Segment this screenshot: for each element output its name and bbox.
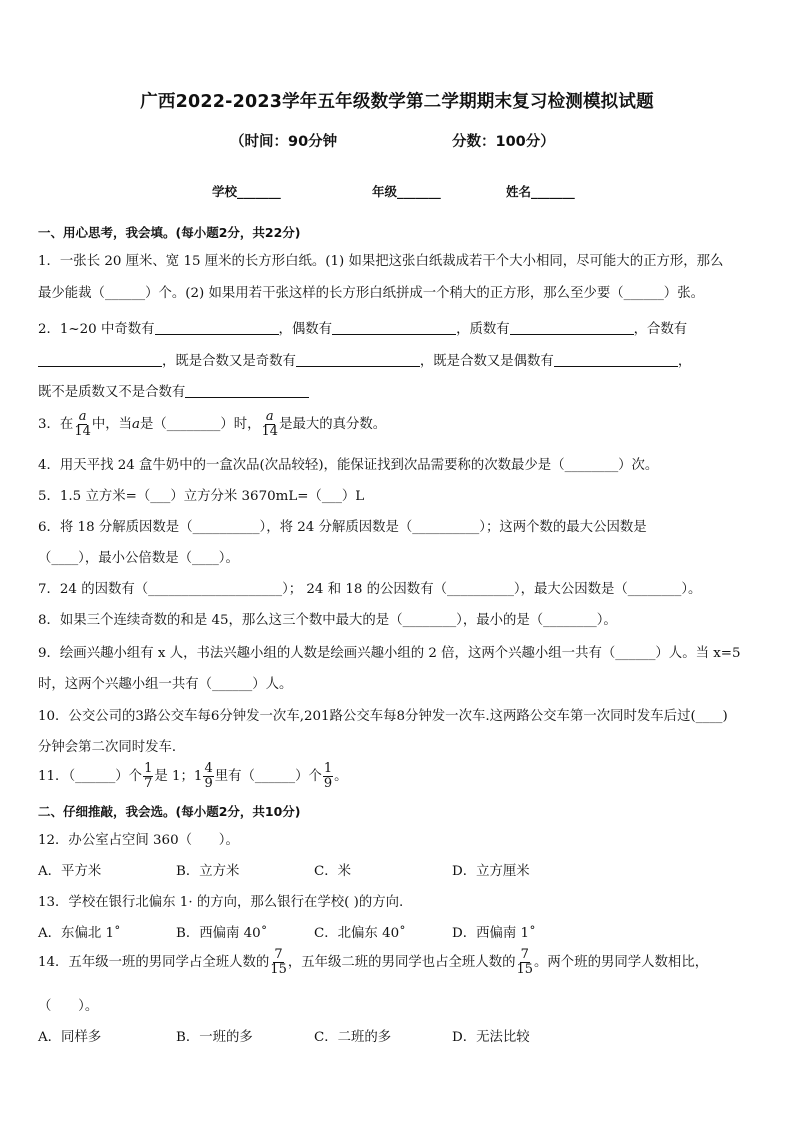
q2-line1 [38,318,687,337]
answer-blank[interactable] [510,321,634,335]
exam-score: 分数：100分） [452,134,555,150]
section2-heading: 二、仔细推敲，我会选。(每小题2分，共10分) [38,804,301,819]
name-field[interactable]: 姓名_______ [506,184,575,199]
fraction-numerator: a [265,409,274,424]
q1-line1: 1．一张长 20 厘米、宽 15 厘米的长方形白纸。(1) 如果把这张白纸裁成若干个大小相同，尽可能大的正方形，那么 [38,254,724,269]
q10-line2: 分钟会第二次同时发车． [38,740,186,755]
q9-line1: 9．绘画兴趣小组有 x 人，书法兴趣小组的人数是绘画兴趣小组的 2 倍，这两个兴趣小组一共有（______）人。当 x=5 [38,646,741,661]
q12-line: 12．办公室占空间 360（ ）。 [38,833,239,848]
q2-text: ，偶数有 [278,322,333,337]
fraction [143,762,153,791]
q12-options [0,860,794,880]
fraction-denominator: 15 [270,962,287,977]
q3-line [38,410,386,439]
exam-title: 广西2022-2023学年五年级数学第二学期期末复习检测模拟试题 [140,92,654,112]
q7-line: 7．24 的因数有（____________________）； 24 和 18 的公因数有（__________），最大公因数是（________）。 [38,582,702,597]
q8-line: 8．如果三个连续奇数的和是 45，那么这三个数中最大的是（________），最小的是（________）。 [38,613,617,628]
option-a[interactable]: A．东偏北 1˚ [38,926,121,941]
option-b[interactable]: B．立方米 [176,864,240,879]
fraction [262,410,279,439]
q3-variable: a [132,417,141,432]
fraction [323,762,333,791]
q5-line: 5．1.5 立方米=（___）立方分米 3670mL=（___）L [38,489,365,504]
answer-blank[interactable] [185,384,309,398]
q14-text: 14．五年级一班的男同学占全班人数的 [38,955,270,970]
option-d[interactable]: D．立方厘米 [452,864,530,879]
q2-text: ， [677,354,692,369]
q1-line2: 最少能裁（______）个。(2) 如果用若干张这样的长方形白纸拼成一个稍大的正方形，那么至少要（______）张。 [38,286,704,301]
fraction [203,762,213,791]
option-a[interactable]: A．同样多 [38,1030,102,1045]
q14-text: ，五年级二班的男同学也占全班人数的 [287,955,516,970]
q14-line2: （ ）。 [38,999,99,1014]
q14-text: 。两个班的男同学人数相比， [534,955,709,970]
option-b[interactable]: B．西偏南 40˚ [176,926,268,941]
fraction [74,410,91,439]
fraction-denominator: 14 [261,424,279,439]
q11-text: 。 [334,769,348,784]
q11-line [38,762,348,791]
option-c[interactable]: C．北偏东 40˚ [314,926,406,941]
q11-text: 里有（______）个 [214,769,322,784]
q3-text: 是最大的真分数。 [279,417,387,432]
q11-text: 是 1； [154,769,194,784]
q3-text: 3．在 [38,417,74,432]
student-info-row [0,182,794,202]
q14-line1 [38,948,708,977]
fraction-denominator: 15 [516,962,534,977]
fraction [270,948,287,977]
fraction-numerator: 1 [144,761,153,776]
section1-heading: 一、用心思考，我会填。(每小题2分，共22分) [38,225,301,240]
option-d[interactable]: D．西偏南 1˚ [452,926,536,941]
grade-field[interactable]: 年级_______ [372,184,441,199]
q2-text: 2．1~20 中奇数有 [38,322,155,337]
fraction-numerator: 4 [204,761,213,776]
answer-blank[interactable] [296,353,420,367]
answer-blank[interactable] [38,353,162,367]
option-b[interactable]: B．一班的多 [176,1030,253,1045]
fraction-denominator: 14 [74,424,91,439]
q2-line3 [38,381,309,400]
q6-line2: （____），最小公倍数是（____）。 [38,551,239,566]
fraction-numerator: 1 [323,761,333,776]
q11-text: 11．（______）个 [38,769,143,784]
q3-text: 是（________）时， [140,417,261,432]
q10-line1: 10．公交公司的3路公交车每6分钟发一次车,201路公交车每8分钟发一次车.这两路公交车第一次同时发车后过(____) [38,709,728,724]
fraction-denominator: 9 [323,776,333,791]
q6-line1: 6．将 18 分解质因数是（__________），将 24 分解质因数是（__________）；这两个数的最大公因数是 [38,520,647,535]
q2-text: 既不是质数又不是合数有 [38,385,186,400]
q9-line2: 时，这两个兴趣小组一共有（______）人。 [38,677,293,692]
q13-options [0,922,794,942]
option-c[interactable]: C．米 [314,864,352,879]
option-a[interactable]: A．平方米 [38,864,102,879]
answer-blank[interactable] [332,321,456,335]
q2-text: ，质数有 [456,322,510,337]
option-c[interactable]: C．二班的多 [314,1030,392,1045]
q2-text: ，合数有 [633,322,688,337]
q14-options [0,1026,794,1046]
q2-line2 [38,350,691,369]
fraction-denominator: 9 [204,776,213,791]
option-d[interactable]: D．无法比较 [452,1030,530,1045]
q4-line: 4．用天平找 24 盒牛奶中的一盒次品(次品较轻)，能保证找到次品需要称的次数最少是（________）次。 [38,458,659,473]
fraction [516,948,533,977]
answer-blank[interactable] [155,321,279,335]
fraction-numerator: 7 [274,947,283,962]
answer-blank[interactable] [554,353,678,367]
fraction-numerator: 7 [520,947,529,962]
mixed-number-whole: 1 [193,769,203,784]
q13-line: 13．学校在银行北偏东 1· 的方向，那么银行在学校( )的方向. [38,895,404,910]
fraction-numerator: a [78,409,87,424]
fraction-denominator: 7 [144,776,153,791]
q2-text: ，既是合数又是偶数有 [419,354,554,369]
exam-time: （时间：90分钟 [230,134,338,150]
q2-text: ，既是合数又是奇数有 [162,354,296,369]
q3-text: 中，当 [91,417,133,432]
school-field[interactable]: 学校_______ [212,184,281,199]
